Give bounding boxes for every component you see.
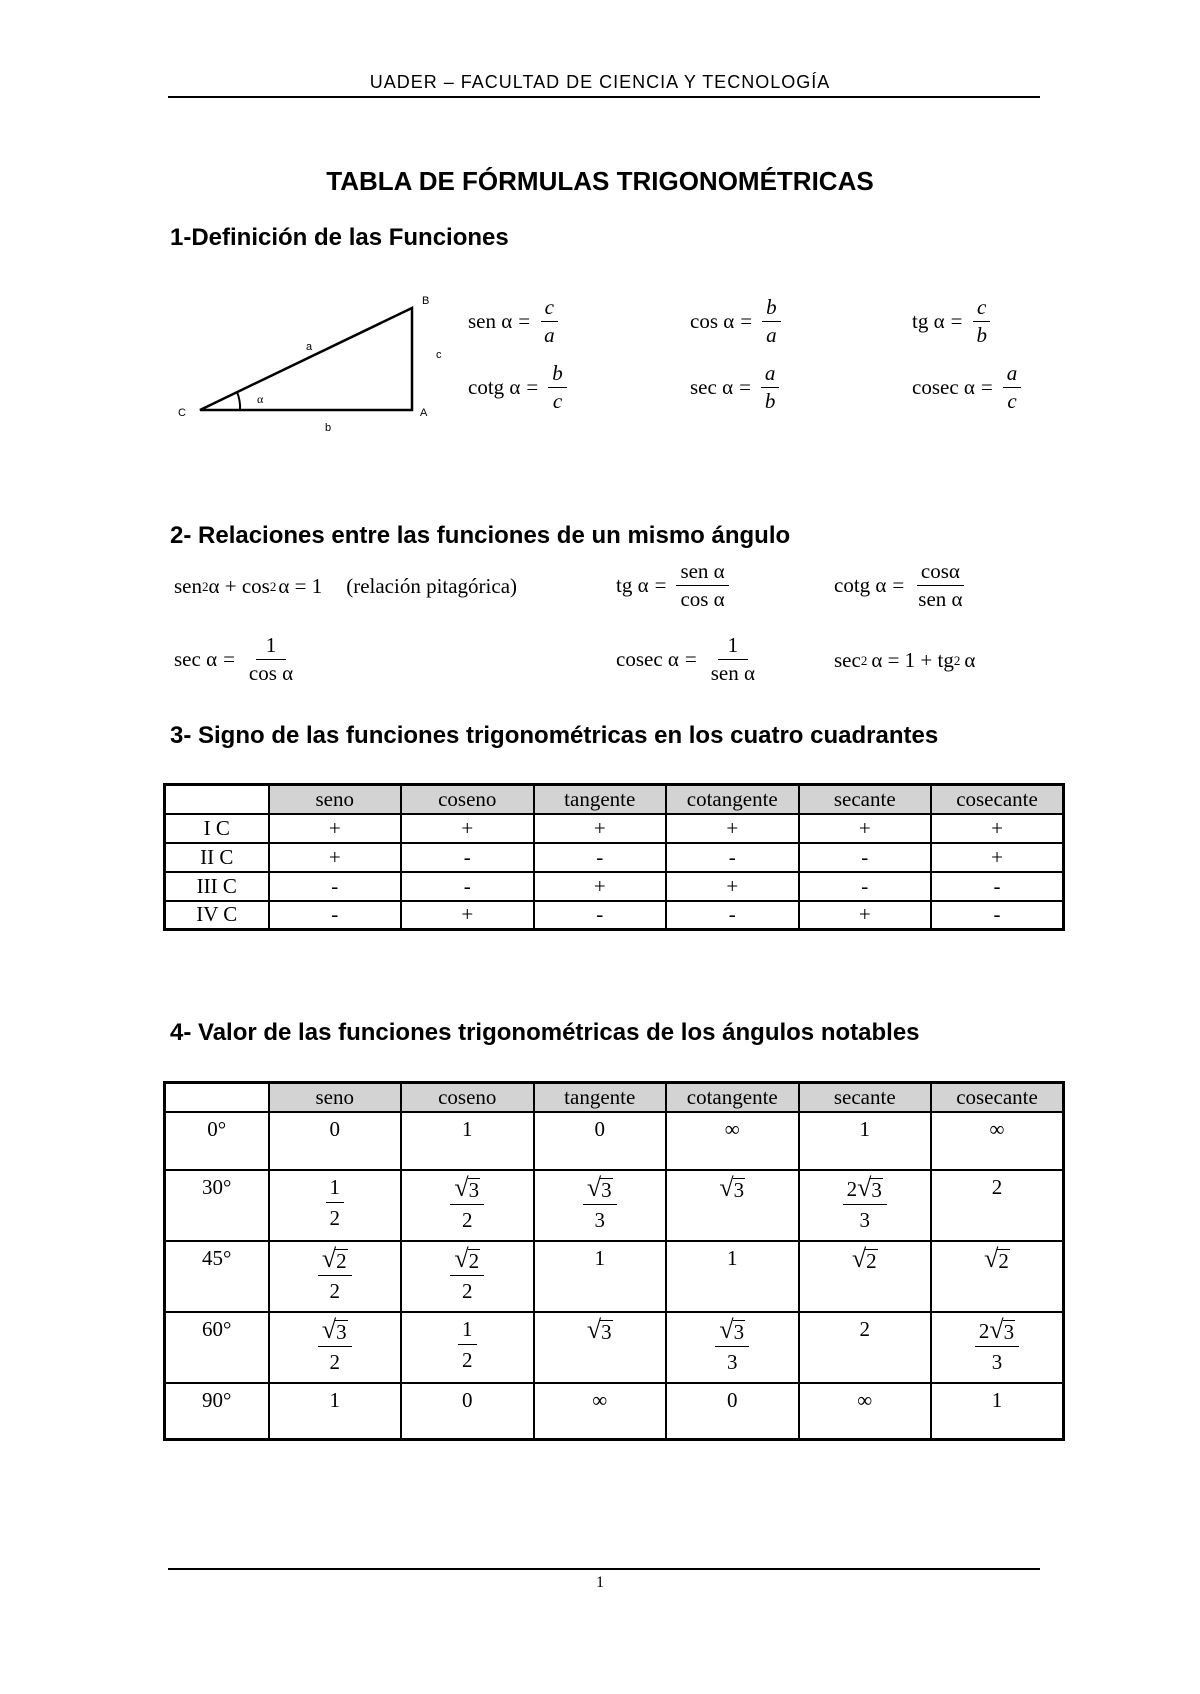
notable-angles-table: [163, 1081, 1065, 1441]
value-cell: √ 2 2: [401, 1241, 534, 1312]
column-header: coseno: [401, 1083, 534, 1112]
column-header: cotangente: [666, 785, 799, 814]
sign-cell: +: [401, 901, 534, 930]
def-sec: sec α = $\frac{a}{b}$: [690, 362, 783, 413]
sign-cell: +: [931, 843, 1064, 872]
value-cell: 2 √ 3 3: [799, 1170, 932, 1241]
value-cell: 1: [534, 1241, 667, 1312]
section-2-title: 2- Relaciones entre las funciones de un mismo ángulo: [170, 522, 791, 549]
section-4-title: 4- Valor de las funciones trigonométricas de los ángulos notables: [170, 1019, 920, 1046]
column-header: seno: [269, 785, 402, 814]
table-row: [165, 1170, 1064, 1241]
sign-cell: -: [534, 843, 667, 872]
vertex-c-label: C: [178, 407, 186, 419]
value-cell: 0: [401, 1383, 534, 1440]
sign-cell: +: [534, 814, 667, 843]
page-title: TABLA DE FÓRMULAS TRIGONOMÉTRICAS: [326, 166, 874, 196]
row-label: III C: [165, 872, 269, 901]
sign-cell: +: [269, 814, 402, 843]
sign-cell: +: [799, 901, 932, 930]
row-label: IV C: [165, 901, 269, 930]
def-cos: cos α = $\frac{b}{a}$: [690, 296, 785, 347]
table-corner: [165, 785, 269, 814]
table-row: [165, 814, 1064, 843]
section-1-title: 1-Definición de las Funciones: [170, 224, 509, 251]
sign-cell: -: [799, 843, 932, 872]
value-cell: ∞: [799, 1383, 932, 1440]
sign-cell: -: [666, 843, 799, 872]
column-header: secante: [799, 1083, 932, 1112]
table-row: [165, 901, 1064, 930]
sign-cell: +: [269, 843, 402, 872]
value-cell: 2: [799, 1312, 932, 1383]
value-cell: $\frac{1}{2}$: [269, 1170, 402, 1241]
sign-cell: -: [401, 843, 534, 872]
sign-cell: -: [799, 872, 932, 901]
sign-cell: +: [666, 872, 799, 901]
cotg-quotient: cotg α = $\frac{\cos\alpha}{\text{sen α}}$: [834, 559, 963, 612]
value-cell: √ 2: [931, 1241, 1064, 1312]
header-rule: [168, 96, 1040, 98]
value-cell: 0: [534, 1112, 667, 1170]
column-header: tangente: [534, 1083, 667, 1112]
table-row: [165, 1112, 1064, 1170]
value-cell: √ 3 2: [269, 1312, 402, 1383]
value-cell: ∞: [534, 1383, 667, 1440]
pythagorean-identity: sen 2 α + cos 2 α = 1 (relación pitagórica): [174, 574, 518, 598]
sign-cell: +: [401, 814, 534, 843]
value-cell: 2: [931, 1170, 1064, 1241]
sec-squared-identity: sec 2 α = 1 + tg 2 α: [834, 648, 976, 672]
value-cell: 0: [269, 1112, 402, 1170]
page-number: 1: [596, 1574, 604, 1591]
value-cell: 1: [269, 1383, 402, 1440]
sign-cell: +: [534, 872, 667, 901]
sec-reciprocal: sec α = $\frac{1}{\text{cos α}}$: [174, 633, 294, 686]
value-cell: √ 3 3: [666, 1312, 799, 1383]
value-cell: 2 √ 3 3: [931, 1312, 1064, 1383]
angle-alpha-label: α: [257, 392, 264, 406]
def-sen: sen α = $\frac{c}{a}$: [468, 296, 563, 347]
sign-cell: -: [931, 872, 1064, 901]
column-header: tangente: [534, 785, 667, 814]
value-cell: √ 2: [799, 1241, 932, 1312]
right-triangle-diagram: [170, 290, 450, 440]
angle-label: 0°: [165, 1112, 269, 1170]
sign-cell: +: [931, 814, 1064, 843]
value-cell: √ 3 3: [534, 1170, 667, 1241]
table-row: [165, 1383, 1064, 1440]
angle-label: 45°: [165, 1241, 269, 1312]
row-label: II C: [165, 843, 269, 872]
side-a-label: a: [306, 341, 313, 353]
side-b-label: b: [325, 422, 332, 434]
column-header: seno: [269, 1083, 402, 1112]
vertex-a-label: A: [420, 407, 428, 419]
def-cotg: cotg α = $\frac{b}{c}$: [468, 362, 571, 413]
value-cell: ∞: [666, 1112, 799, 1170]
sign-cell: +: [799, 814, 932, 843]
value-cell: √ 3 2: [401, 1170, 534, 1241]
value-cell: $\frac{1}{2}$: [401, 1312, 534, 1383]
value-cell: √ 2 2: [269, 1241, 402, 1312]
value-cell: 1: [799, 1112, 932, 1170]
table-row: [165, 1312, 1064, 1383]
table-corner: [165, 1083, 269, 1112]
column-header: coseno: [401, 785, 534, 814]
column-header: cosecante: [931, 1083, 1064, 1112]
sign-cell: +: [666, 814, 799, 843]
value-cell: 1: [401, 1112, 534, 1170]
sign-cell: -: [534, 901, 667, 930]
angle-label: 60°: [165, 1312, 269, 1383]
table-row: [165, 1241, 1064, 1312]
vertex-b-label: B: [422, 295, 430, 307]
sign-cell: -: [401, 872, 534, 901]
cosec-reciprocal: cosec α = $\frac{1}{\text{sen α}}$: [616, 633, 755, 686]
table-row: [165, 843, 1064, 872]
row-label: I C: [165, 814, 269, 843]
footer-rule: [168, 1568, 1040, 1570]
table-row: [165, 872, 1064, 901]
column-header: secante: [799, 785, 932, 814]
value-cell: 0: [666, 1383, 799, 1440]
column-header: cosecante: [931, 785, 1064, 814]
sign-cell: -: [269, 901, 402, 930]
section-3-title: 3- Signo de las funciones trigonométricas en los cuatro cuadrantes: [170, 722, 939, 749]
value-cell: ∞: [931, 1112, 1064, 1170]
sign-cell: -: [666, 901, 799, 930]
sign-cell: -: [269, 872, 402, 901]
value-cell: 1: [666, 1241, 799, 1312]
value-cell: √ 3: [666, 1170, 799, 1241]
value-cell: √ 3: [534, 1312, 667, 1383]
tg-quotient: tg α = $\frac{\text{sen α}}{\text{cos α}}$: [616, 560, 733, 611]
value-cell: 1: [931, 1383, 1064, 1440]
def-cosec: cosec α = $\frac{a}{c}$: [912, 362, 1025, 413]
column-header: cotangente: [666, 1083, 799, 1112]
angle-label: 30°: [165, 1170, 269, 1241]
side-c-label: c: [436, 349, 442, 361]
page-header: UADER – FACULTAD DE CIENCIA Y TECNOLOGÍA: [369, 72, 831, 92]
angle-label: 90°: [165, 1383, 269, 1440]
sign-cell: -: [931, 901, 1064, 930]
sign-table: [163, 783, 1065, 931]
def-tg: tg α = $\frac{c}{b}$: [912, 296, 995, 347]
